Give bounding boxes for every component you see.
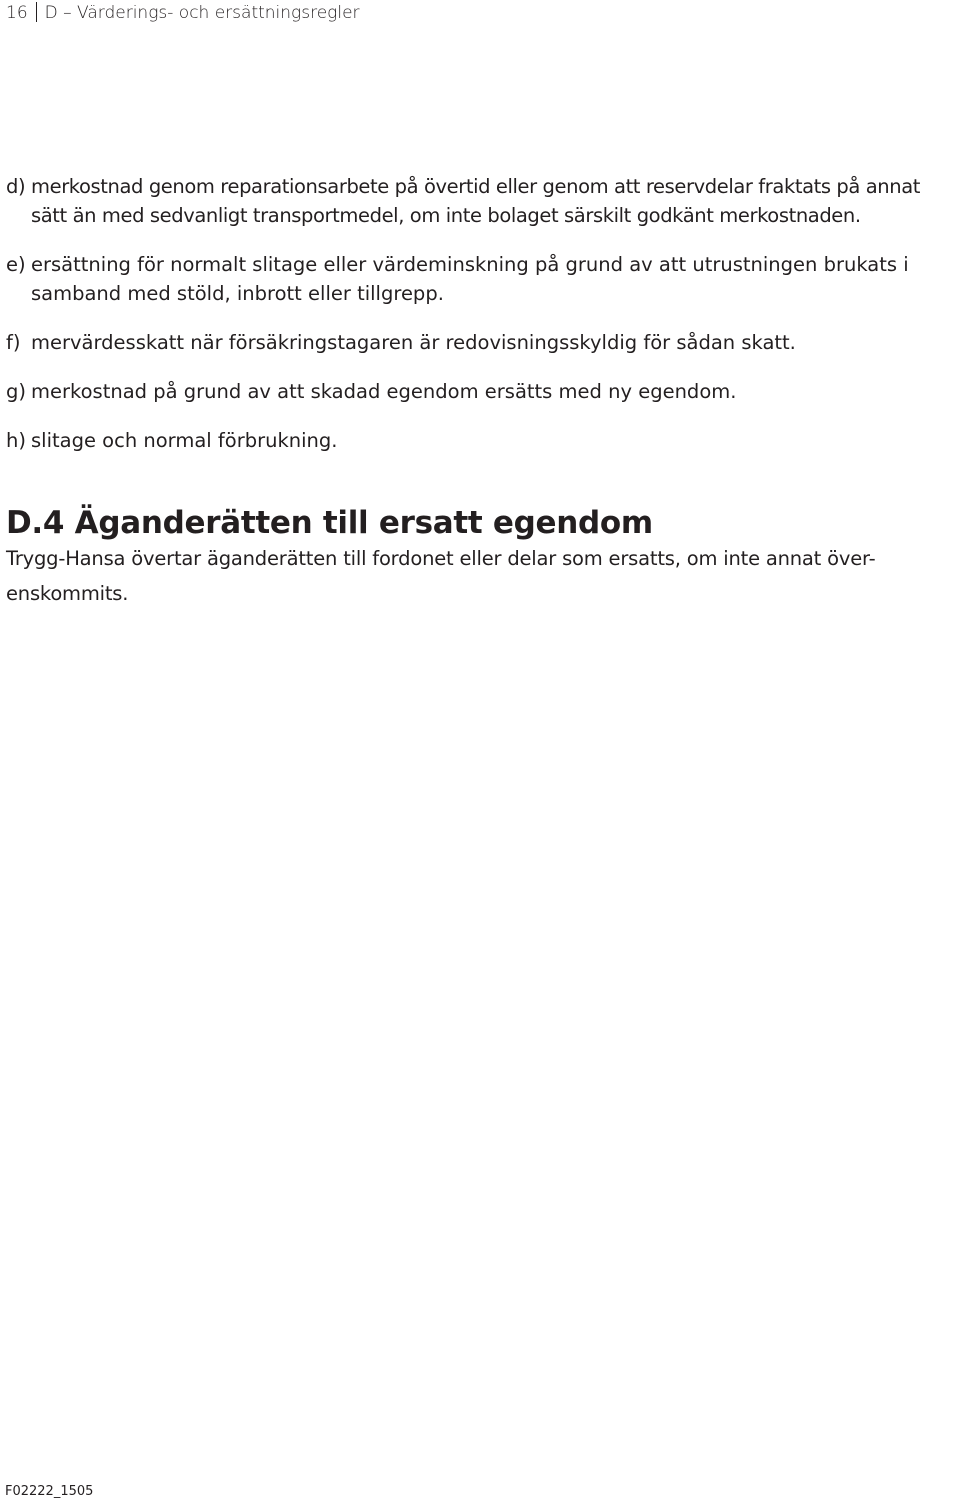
list-marker: g): [6, 380, 26, 403]
list-item: [6, 426, 956, 455]
list-item-text: merkostnad genom reparationsarbete på övertid eller genom att reservdelar fraktats på annat sätt än med sedvanligt transportmedel, om inte bolaget särskilt godkänt merkostnaden.: [31, 175, 921, 227]
list-marker: f): [6, 331, 21, 354]
document-code: F02222_1505: [5, 1484, 94, 1499]
list-item: [6, 250, 956, 308]
list-marker: e): [6, 253, 26, 276]
list-marker: h): [6, 429, 26, 452]
list-item: [6, 328, 956, 357]
section-body: Trygg-Hansa övertar äganderätten till fordonet eller delar som ersatts, om inte annat över-enskommits.: [6, 547, 876, 605]
header-divider: [36, 2, 37, 22]
list-item-text: slitage och normal förbrukning.: [31, 429, 338, 452]
section-title: D – Värderings- och ersättningsregler: [44, 3, 360, 23]
list-marker: d): [6, 175, 26, 198]
list-item-text: mervärdesskatt när försäkringstagaren är redovisningsskyldig för sådan skatt.: [31, 331, 796, 354]
list-item: [6, 172, 956, 230]
section-heading: D.4 Äganderätten till ersatt egendom: [6, 505, 653, 541]
page-header: [6, 2, 360, 24]
list-item: [6, 377, 956, 406]
page-number: 16: [6, 3, 28, 23]
main-content: [6, 172, 956, 611]
list-item-text: merkostnad på grund av att skadad egendom ersätts med ny egendom.: [31, 380, 737, 403]
list-item-text: ersättning för normalt slitage eller värdeminskning på grund av att utrustningen brukats i samband med stöld, inbrott eller tillgrepp.: [31, 253, 909, 305]
